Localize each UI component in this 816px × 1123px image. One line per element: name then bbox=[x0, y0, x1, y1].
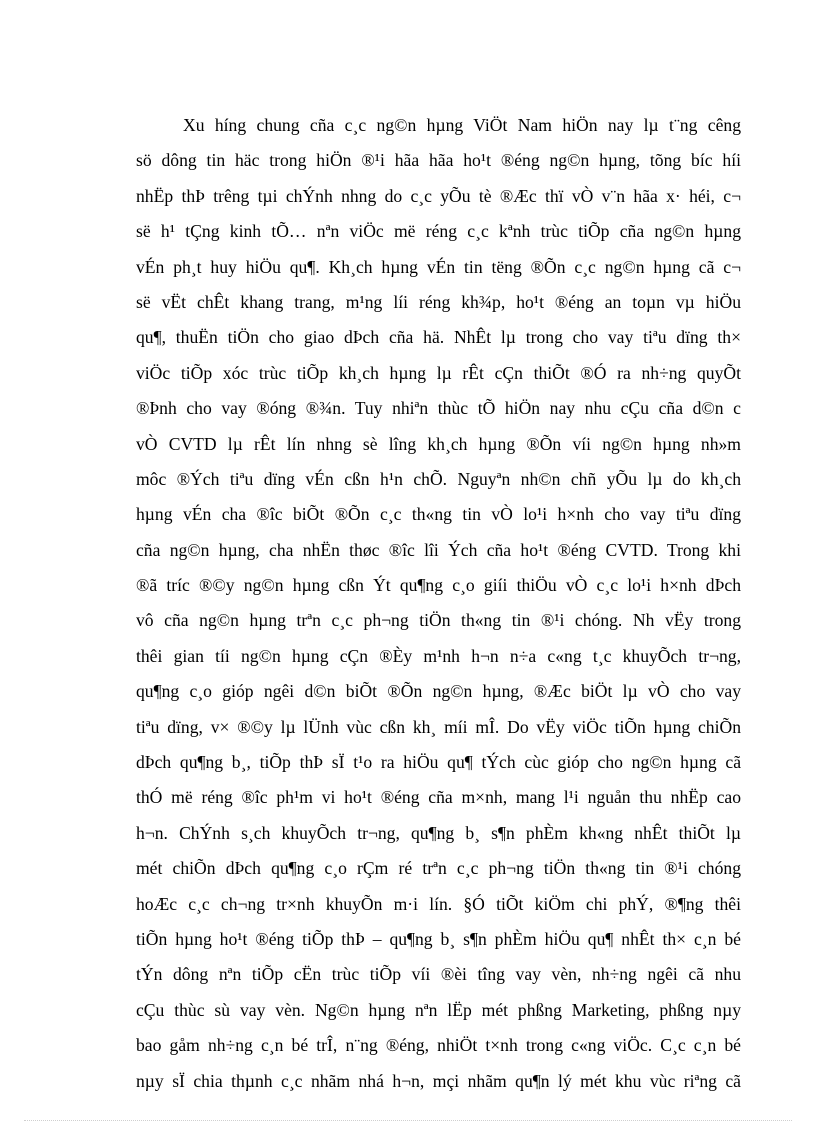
paragraph-line: sö dông tin häc trong hiÖn ®¹i hãa hãa ho¹t ®éng ng©n hµng, tõng bíc híi bbox=[136, 150, 741, 171]
paragraph-line: hµng vÉn cha ®îc biÕt ®Õn c¸c th«ng tin vÒ lo¹i h×nh cho vay tiªu dïng bbox=[136, 504, 741, 525]
body-paragraph bbox=[136, 108, 741, 1099]
paragraph-line: vÒ CVTD lµ rÊt lín nhng sè lîng kh¸ch hµng ®Õn víi ng©n hµng nh»m bbox=[136, 433, 741, 454]
page-bottom-divider bbox=[24, 1120, 792, 1121]
paragraph-line: qu¶ng c¸o gióp ngêi d©n biÕt ®Õn ng©n hµng, ®Æc biÖt lµ vÒ cho vay bbox=[136, 681, 741, 702]
paragraph-line: tÝn dông nªn tiÕp cËn trùc tiÕp víi ®èi tîng vay vèn, nh÷ng ngêi cã nhu bbox=[136, 964, 741, 985]
paragraph-line: cña ng©n hµng, cha nhËn thøc ®îc lîi Ých cña ho¹t ®éng CVTD. Trong khi bbox=[136, 539, 741, 560]
paragraph-line: ®ã tríc ®©y ng©n hµng cßn Ýt qu¶ng c¸o giíi thiÖu vÒ c¸c lo¹i h×nh dÞch bbox=[136, 575, 741, 596]
paragraph-line: qu¶, thuËn tiÖn cho giao dÞch cña hä. NhÊt lµ trong cho vay tiªu dïng th× bbox=[136, 327, 741, 348]
paragraph-line: Xu híng chung cña c¸c ng©n hµng ViÖt Nam hiÖn nay lµ t¨ng cêng bbox=[183, 115, 741, 135]
paragraph-line: së h¹ tÇng kinh tÕ… nªn viÖc më réng c¸c kªnh trùc tiÕp cña ng©n hµng bbox=[136, 221, 741, 242]
paragraph-line: tiªu dïng, v× ®©y lµ lÜnh vùc cßn kh¸ míi mÎ. Do vËy viÖc tiÕn hµng chiÕn bbox=[136, 716, 741, 737]
paragraph-line: hoÆc c¸c ch¬ng tr×nh khuyÕn m·i lín. §Ó tiÕt kiÖm chi phÝ, ®¶ng thêi bbox=[136, 893, 741, 914]
paragraph-line: së vËt chÊt khang trang, m¹ng líi réng kh¾p, ho¹t ®éng an toµn vµ hiÖu bbox=[136, 291, 741, 312]
paragraph-line: h¬n. ChÝnh s¸ch khuyÕch tr¬ng, qu¶ng b¸ s¶n phÈm kh«ng nhÊt thiÕt lµ bbox=[136, 822, 741, 843]
paragraph-line: nhËp thÞ trêng tµi chÝnh nhng do c¸c yÕu tè ®Æc thï vÒ v¨n hãa x· héi, c¬ bbox=[136, 185, 741, 206]
paragraph-line: ®Þnh cho vay ®óng ®¾n. Tuy nhiªn thùc tÕ hiÖn nay nhu cÇu cña d©n c bbox=[136, 398, 741, 419]
paragraph-line: viÖc tiÕp xóc trùc tiÕp kh¸ch hµng lµ rÊt cÇn thiÕt ®Ó ra nh÷ng quyÕt bbox=[136, 362, 741, 383]
paragraph-line: thêi gian tíi ng©n hµng cÇn ®Èy m¹nh h¬n n÷a c«ng t¸c khuyÕch tr¬ng, bbox=[136, 645, 741, 666]
paragraph-line: nµy sÏ chia thµnh c¸c nhãm nhá h¬n, mçi nhãm qu¶n lý mét khu vùc riªng cã bbox=[136, 1070, 741, 1091]
paragraph-line: tiÕn hµng ho¹t ®éng tiÕp thÞ – qu¶ng b¸ s¶n phÈm hiÖu qu¶ nhÊt th× c¸n bé bbox=[136, 928, 741, 949]
paragraph-line: vÉn ph¸t huy hiÖu qu¶. Kh¸ch hµng vÉn tin tëng ®Õn c¸c ng©n hµng cã c¬ bbox=[136, 256, 741, 277]
paragraph-line: thÓ më réng ®îc ph¹m vi ho¹t ®éng cña m×nh, mang l¹i nguån thu nhËp cao bbox=[136, 787, 741, 808]
paragraph-line: mét chiÕn dÞch qu¶ng c¸o rÇm ré trªn c¸c ph¬ng tiÖn th«ng tin ®¹i chóng bbox=[136, 858, 741, 879]
paragraph-line: cÇu thùc sù vay vèn. Ng©n hµng nªn lËp mét phßng Marketing, phßng nµy bbox=[136, 999, 741, 1020]
paragraph-line: bao gåm nh÷ng c¸n bé trÎ, n¨ng ®éng, nhiÖt t×nh trong c«ng viÖc. C¸c c¸n bé bbox=[136, 1035, 741, 1056]
paragraph-line: dÞch qu¶ng b¸, tiÕp thÞ sÏ t¹o ra hiÖu qu¶ tÝch cùc gióp cho ng©n hµng cã bbox=[136, 752, 741, 773]
paragraph-line: vô cña ng©n hµng trªn c¸c ph¬ng tiÖn th«ng tin ®¹i chóng. Nh vËy trong bbox=[136, 610, 741, 631]
paragraph-line: môc ®Ých tiªu dïng vÉn cßn h¹n chÕ. Nguyªn nh©n chñ yÕu lµ do kh¸ch bbox=[136, 468, 741, 489]
